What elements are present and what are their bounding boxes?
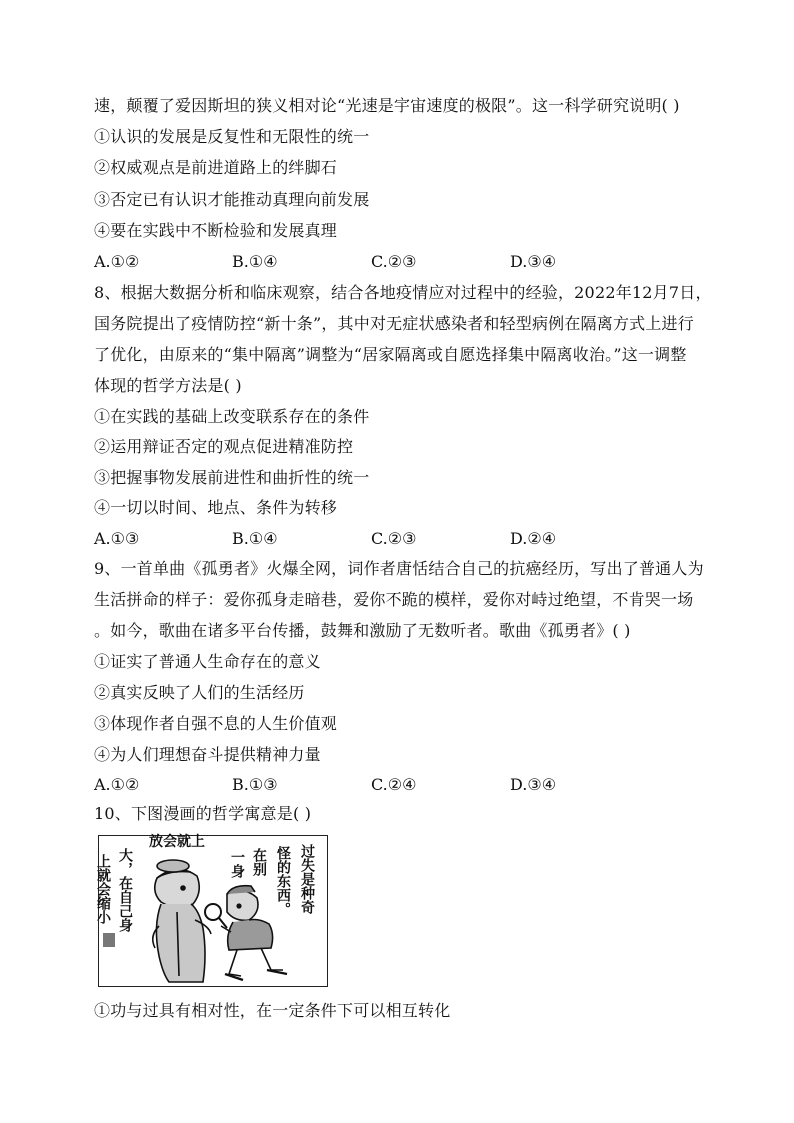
q7-choice-1: ①认识的发展是反复性和无限性的统一 xyxy=(94,127,370,146)
q9-options xyxy=(94,774,704,796)
cartoon-text-col-3: 放会就上 xyxy=(149,834,205,850)
q8-choice-4: ④一切以时间、地点、条件为转移 xyxy=(94,498,338,517)
q8-options xyxy=(94,528,704,550)
q7-option-d: D.③④ xyxy=(510,252,557,271)
cartoon-text-col-7: 过失是种奇 xyxy=(299,844,315,914)
q7-option-c: C.②③ xyxy=(371,252,417,271)
q7-options xyxy=(94,251,704,273)
q9-stem-line-2: 生活拼命的样子：爱你孤身走暗巷，爱你不跪的模样，爱你对峙过绝望，不肯哭一场 xyxy=(94,590,694,609)
q7-choice-3: ③否定已有认识才能推动真理向前发展 xyxy=(94,190,370,209)
q7-choice-2: ②权威观点是前进道路上的绊脚石 xyxy=(94,158,338,177)
left-figure-illustration xyxy=(153,860,211,982)
cartoon-text-col-2: 大，在自己身 xyxy=(117,848,133,932)
q9-choice-1: ①证实了普通人生命存在的意义 xyxy=(94,652,321,671)
q8-choice-3: ③把握事物发展前进性和曲折性的统一 xyxy=(94,468,370,487)
q9-option-a: A.①② xyxy=(94,775,140,794)
q7-stem-line: 速，颠覆了爱因斯坦的狭义相对论“光速是宇宙速度的极限”。这一科学研究说明( ) xyxy=(94,96,680,115)
philosophy-cartoon xyxy=(95,834,328,987)
seal-stamp xyxy=(103,933,115,947)
cartoon-text-col-5: 在别 xyxy=(251,848,267,876)
q9-option-b: B.①③ xyxy=(232,775,278,794)
q8-option-a: A.①③ xyxy=(94,529,140,548)
q9-choice-3: ③体现作者自强不息的人生价值观 xyxy=(94,714,338,733)
q8-stem-line-1: 8、根据大数据分析和临床观察，结合各地疫情应对过程中的经验，2022年12月7日， xyxy=(94,283,712,302)
q8-stem-line-2: 国务院提出了疫情防控“新十条”，其中对无症状感染者和轻型病例在隔离方式上进行 xyxy=(94,314,694,333)
q9-choice-4: ④为人们理想奋斗提供精神力量 xyxy=(94,745,321,764)
q10-choice-1: ①功与过具有相对性，在一定条件下可以相互转化 xyxy=(94,1001,451,1020)
q9-option-d: D.③④ xyxy=(510,775,557,794)
q7-option-b: B.①④ xyxy=(232,252,278,271)
q7-option-a: A.①② xyxy=(94,252,140,271)
q8-stem-line-4: 体现的哲学方法是( ) xyxy=(94,376,242,395)
cartoon-text-col-4: 一身 xyxy=(229,850,245,878)
q8-choice-2: ②运用辩证否定的观点促进精准防控 xyxy=(94,437,354,456)
q9-choice-2: ②真实反映了人们的生活经历 xyxy=(94,683,305,702)
q8-option-c: C.②③ xyxy=(371,529,417,548)
magnifying-glass-icon xyxy=(205,904,227,928)
cartoon-text-col-6: 怪的东西。 xyxy=(275,846,291,916)
q7-choice-4: ④要在实践中不断检验和发展真理 xyxy=(94,221,338,240)
q8-stem-line-3: 了优化，由原来的“集中隔离”调整为“居家隔离或自愿选择集中隔离收治。”这一调整 xyxy=(94,345,687,364)
q8-choice-1: ①在实践的基础上改变联系存在的条件 xyxy=(94,407,370,426)
q8-option-d: D.②④ xyxy=(510,529,557,548)
cartoon-text-col-1: 上就会缩小 xyxy=(95,854,111,924)
q9-stem-line-3: 。如今，歌曲在诸多平台传播，鼓舞和激励了无数听者。歌曲《孤勇者》( ) xyxy=(94,621,631,640)
q9-option-c: C.②④ xyxy=(371,775,417,794)
q9-stem-line-1: 9、一首单曲《孤勇者》火爆全网，词作者唐恬结合自己的抗癌经历，写出了普通人为 xyxy=(94,559,704,578)
q8-option-b: B.①④ xyxy=(232,529,278,548)
q10-stem: 10、下图漫画的哲学寓意是( ) xyxy=(94,804,312,823)
